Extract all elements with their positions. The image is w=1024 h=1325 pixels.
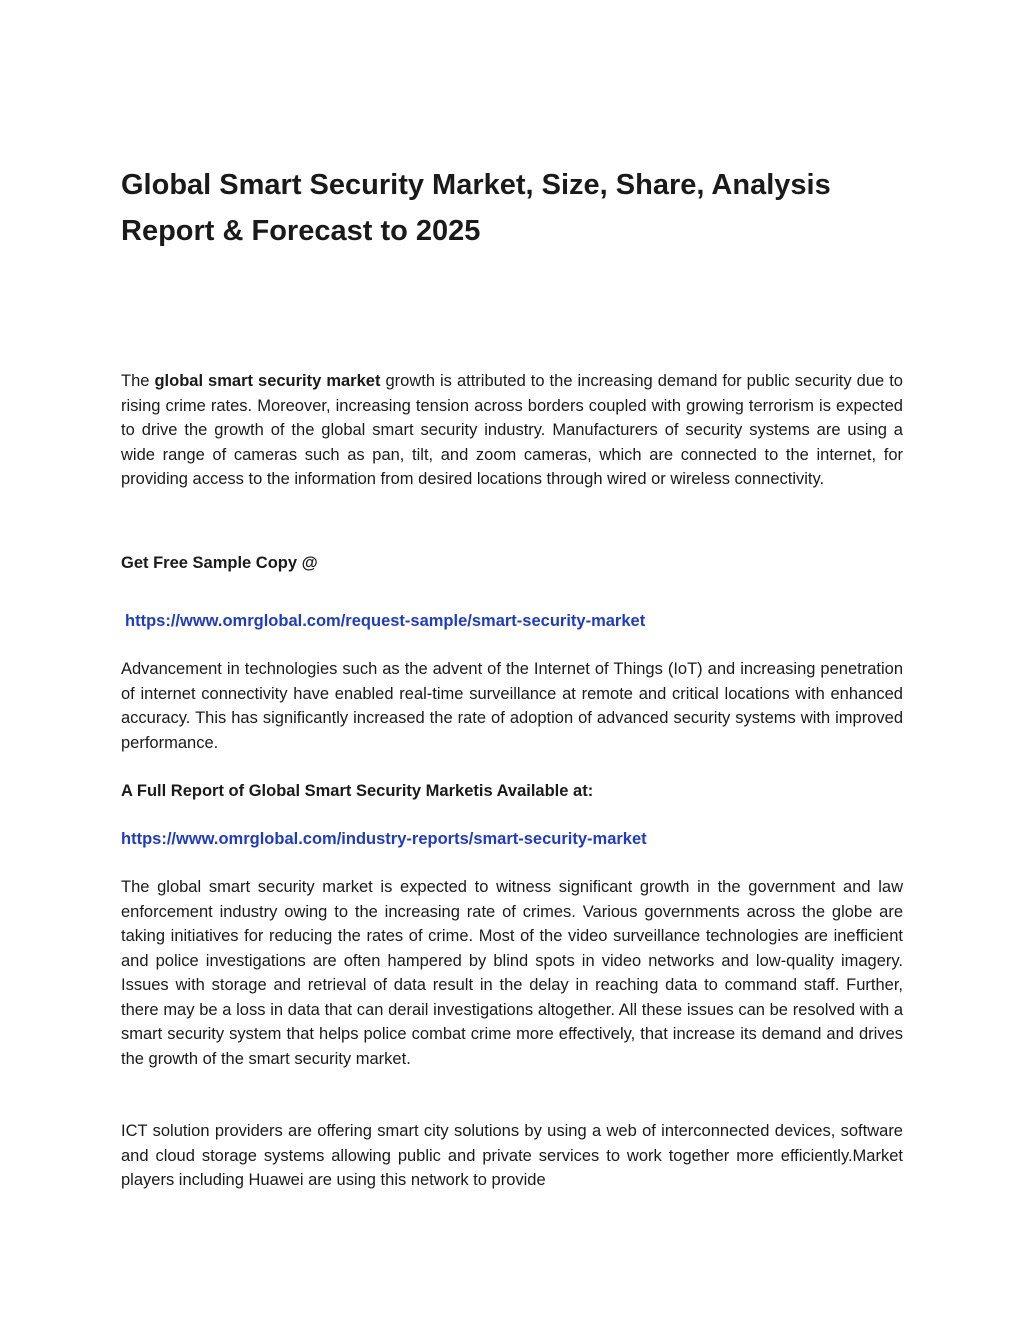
paragraph-2: Advancement in technologies such as the advent of the Internet of Things (IoT) and increasing penetration of internet connectivity have enabled real-time surveillance at remote and critical locations with enhanced accuracy. This has significantly increased the rate of adoption of advanced security systems with improved performance.	[121, 660, 903, 752]
paragraph-3: The global smart security market is expected to witness significant growth in the government and law enforcement industry owing to the increasing rate of crimes. Various governments across the globe are taking initiatives for reducing the rates of crime. Most of the video surveillance technologies are inefficient and police investigations are often hampered by blind spots in video networks and low-quality imagery. Issues with storage and retrieval of data result in the delay in reaching data to command staff. Further, there may be a loss in data that can derail investigations altogether. All these issues can be resolved with a smart security system that helps police combat crime more effectively, that increase its demand and drives the growth of the smart security market.	[121, 878, 903, 1068]
intro-paragraph	[121, 369, 903, 492]
title-line-1: Global Smart Security Market, Size, Share, Analysis	[121, 169, 831, 201]
intro-prefix: The	[121, 372, 155, 390]
report-heading: A Full Report of Global Smart Security Marketis Available at:	[121, 782, 594, 800]
sample-heading-block	[121, 551, 903, 575]
paragraph-2-block	[121, 657, 903, 755]
sample-link-block	[121, 609, 907, 633]
intro-paragraph-block	[121, 369, 903, 492]
sample-link[interactable]: https://www.omrglobal.com/request-sample/smart-security-market	[125, 612, 646, 630]
document-title	[121, 162, 903, 254]
title-line-2: Report & Forecast to 2025	[121, 215, 481, 247]
report-link[interactable]: https://www.omrglobal.com/industry-reports/smart-security-market	[121, 830, 647, 848]
intro-bold-phrase: global smart security market	[154, 372, 381, 390]
paragraph-3-block	[121, 875, 903, 1071]
intro-rest: growth is attributed to the increasing demand for public security due to rising crime rates. Moreover, increasing tension across borders coupled with growing terrorism is expected to drive the growth of the global smart security industry. Manufacturers of security systems are using a wide range of cameras such as pan, tilt, and zoom cameras, which are connected to the internet, for providing access to the information from desired locations through wired or wireless connectivity.	[121, 372, 903, 488]
report-heading-block	[121, 779, 903, 803]
paragraph-4: ICT solution providers are offering smart city solutions by using a web of interconnected devices, software and cloud storage systems allowing public and private services to work together more efficiently.Market players including Huawei are using this network to provide	[121, 1122, 903, 1189]
report-link-block	[121, 827, 903, 851]
paragraph-4-block	[121, 1119, 903, 1193]
sample-heading: Get Free Sample Copy @	[121, 554, 318, 572]
